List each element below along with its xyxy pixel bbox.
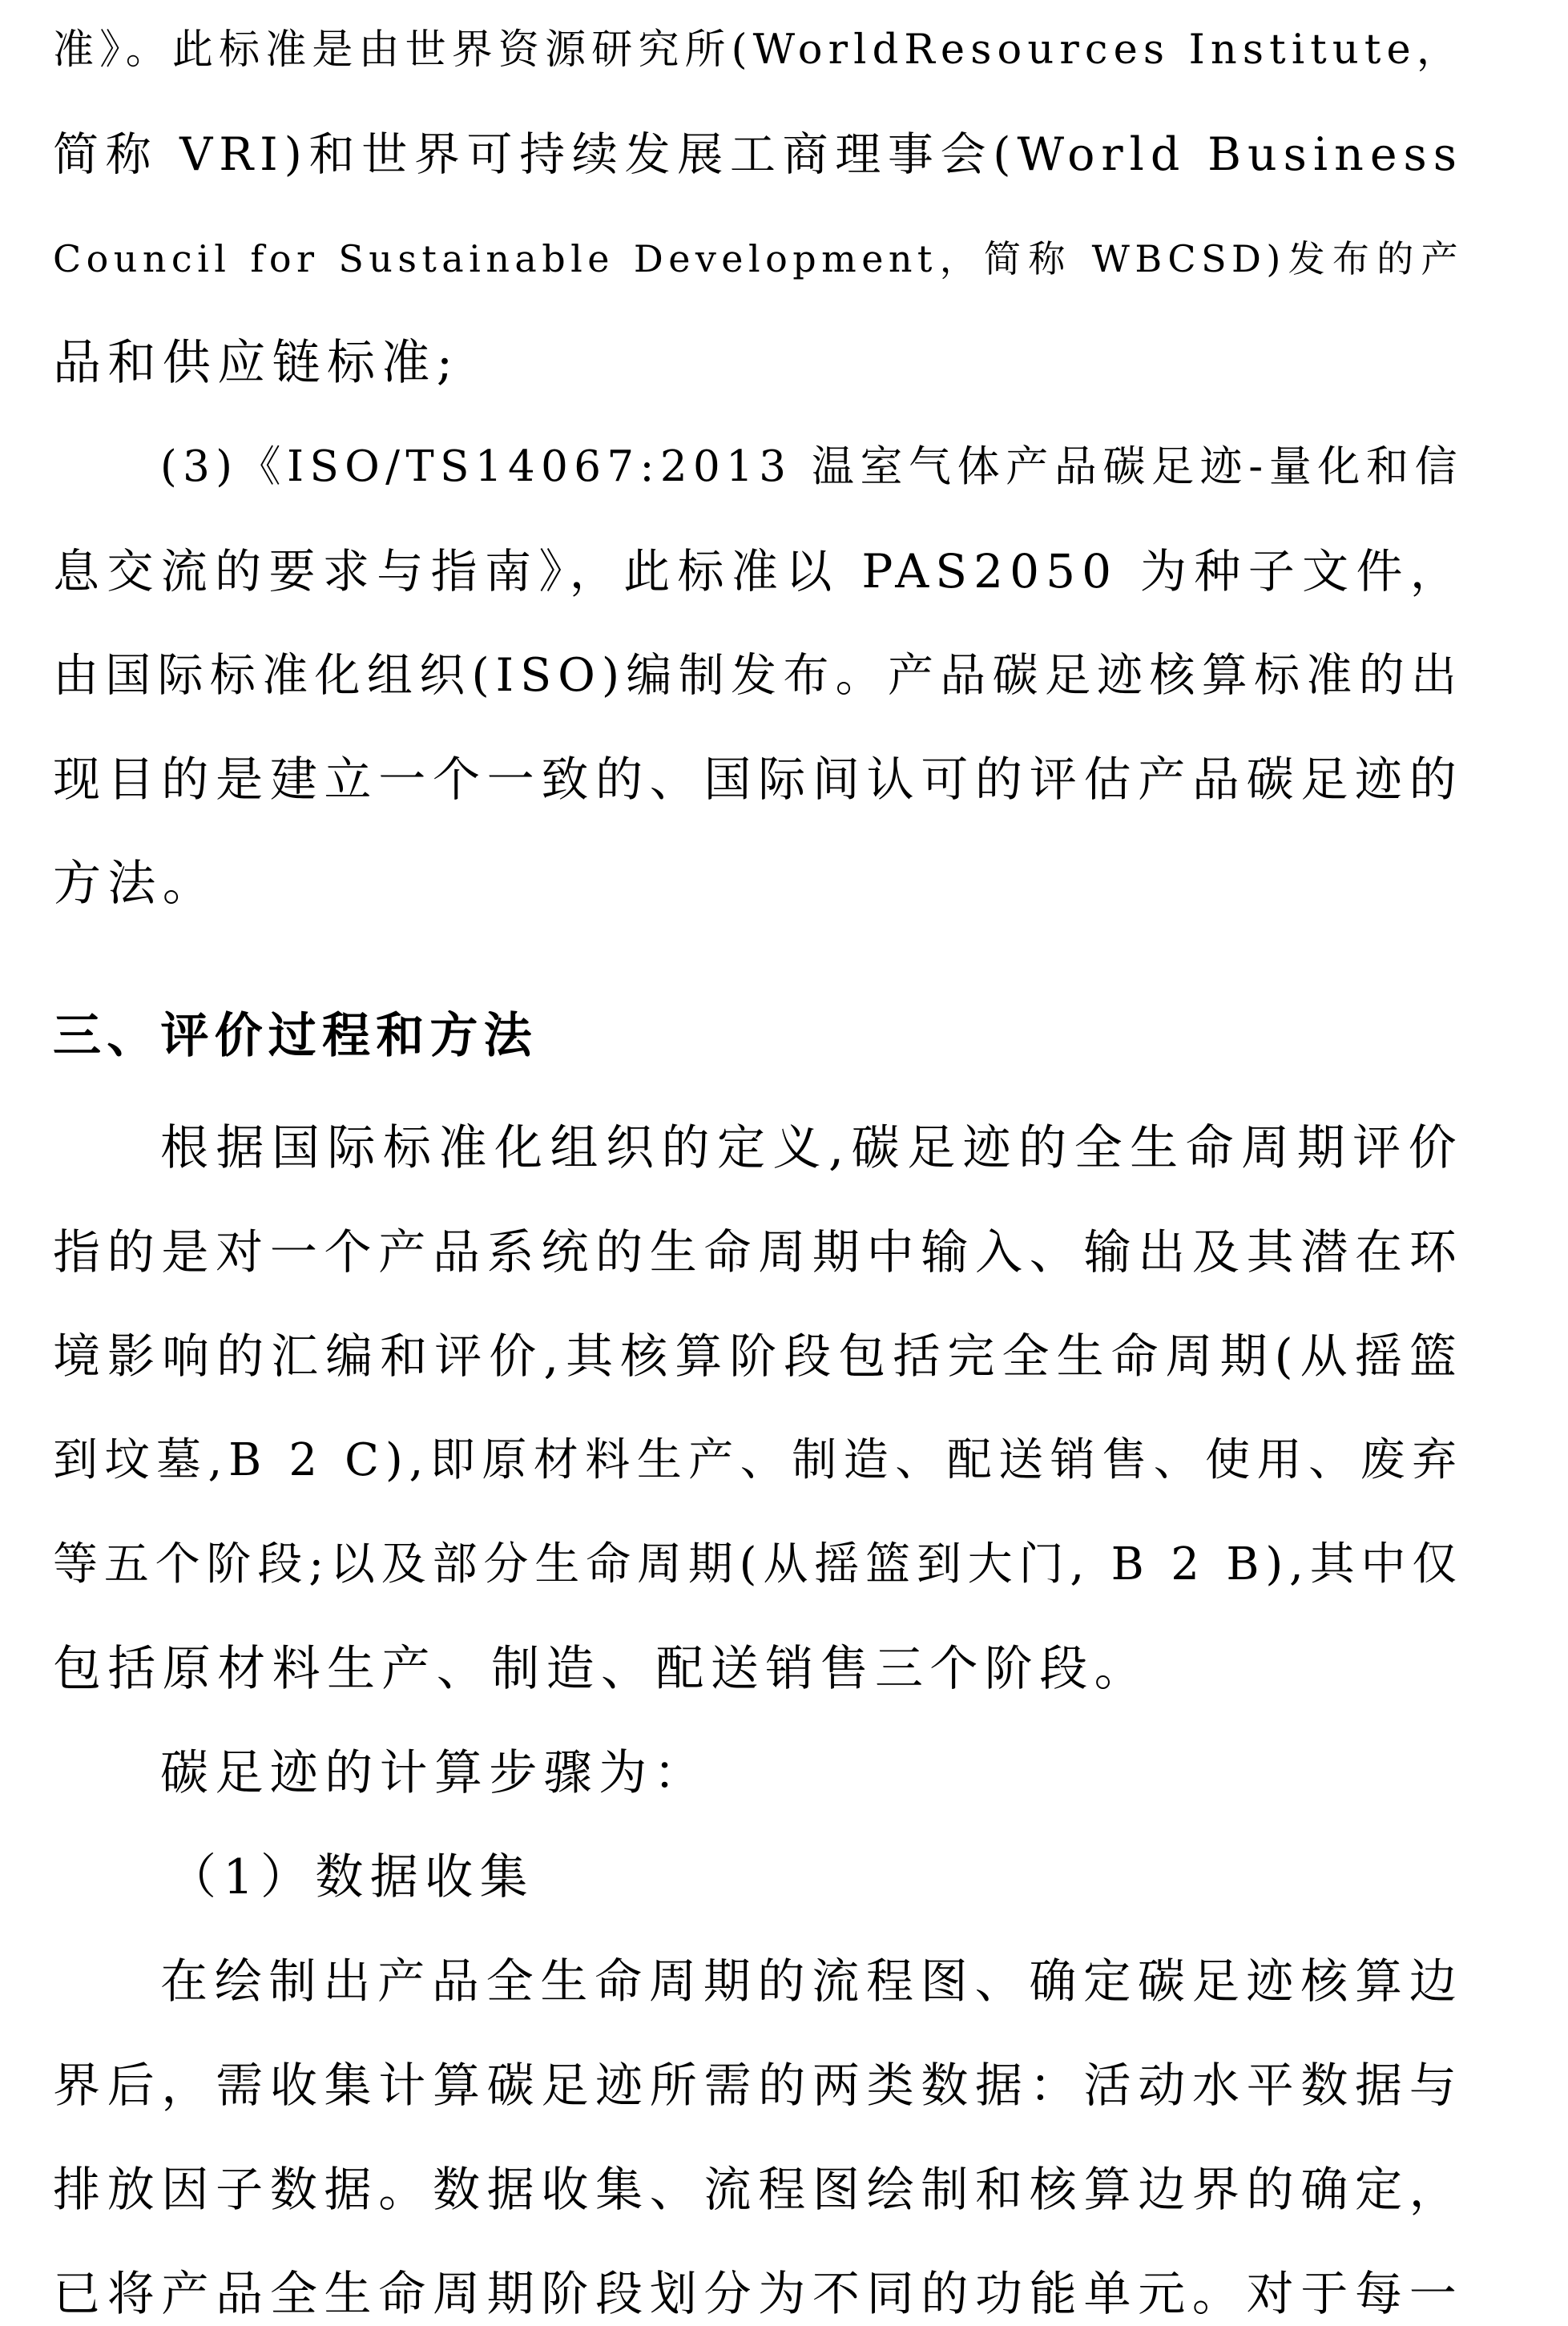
paragraph-line: 已将产品全生命周期阶段划分为不同的功能单元。对于每一 — [53, 2266, 1463, 2321]
paragraph-line: 指的是对一个产品系统的生命周期中输入、输出及其潜在环 — [53, 1224, 1463, 1280]
paragraph-line: 到坟墓,B 2 C),即原材料生产、制造、配送销售、使用、废弃 — [53, 1434, 1463, 1486]
paragraph-line: 界后，需收集计算碳足迹所需的两类数据：活动水平数据与 — [53, 2058, 1463, 2113]
section-heading: 三、评价过程和方法 — [53, 1008, 538, 1064]
paragraph-line: 碳足迹的计算步骤为： — [160, 1745, 708, 1801]
paragraph-line: 等五个阶段;以及部分生命周期(从摇篮到大门, B 2 B),其中仅 — [53, 1538, 1464, 1590]
paragraph-line: 准》。此标准是由世界资源研究所(WorldResources Institute， — [53, 26, 1463, 74]
paragraph-line: 现目的是建立一个一致的、国际间认可的评估产品碳足迹的 — [53, 752, 1463, 807]
step-label: （1）数据收集 — [168, 1849, 534, 1905]
paragraph-line: 排放因子数据。数据收集、流程图绘制和核算边界的确定， — [53, 2162, 1463, 2217]
paragraph-line: (3)《ISO/TS14067:2013 温室气体产品碳足迹-量化和信 — [160, 442, 1463, 491]
paragraph-line: 根据国际标准化组织的定义,碳足迹的全生命周期评价 — [160, 1120, 1463, 1176]
paragraph-line: 包括原材料生产、制造、配送销售三个阶段。 — [53, 1641, 1149, 1697]
paragraph-line: 方法。 — [53, 856, 218, 912]
paragraph-line: 由国际标准化组织(ISO)编制发布。产品碳足迹核算标准的出 — [53, 649, 1463, 702]
paragraph-line: 在绘制出产品全生命周期的流程图、确定碳足迹核算边 — [160, 1953, 1463, 2009]
paragraph-line: 品和供应链标准; — [53, 335, 460, 391]
paragraph-line: 简称 VRI)和世界可持续发展工商理事会(World Business — [53, 128, 1463, 181]
paragraph-line: Council for Sustainable Development，简称 WBCSD)发布的产 — [53, 237, 1463, 280]
paragraph-line: 境影响的汇编和评价,其核算阶段包括完全生命周期(从摇篮 — [53, 1328, 1463, 1384]
paragraph-line: 息交流的要求与指南》，此标准以 PAS2050 为种子文件， — [53, 544, 1463, 599]
